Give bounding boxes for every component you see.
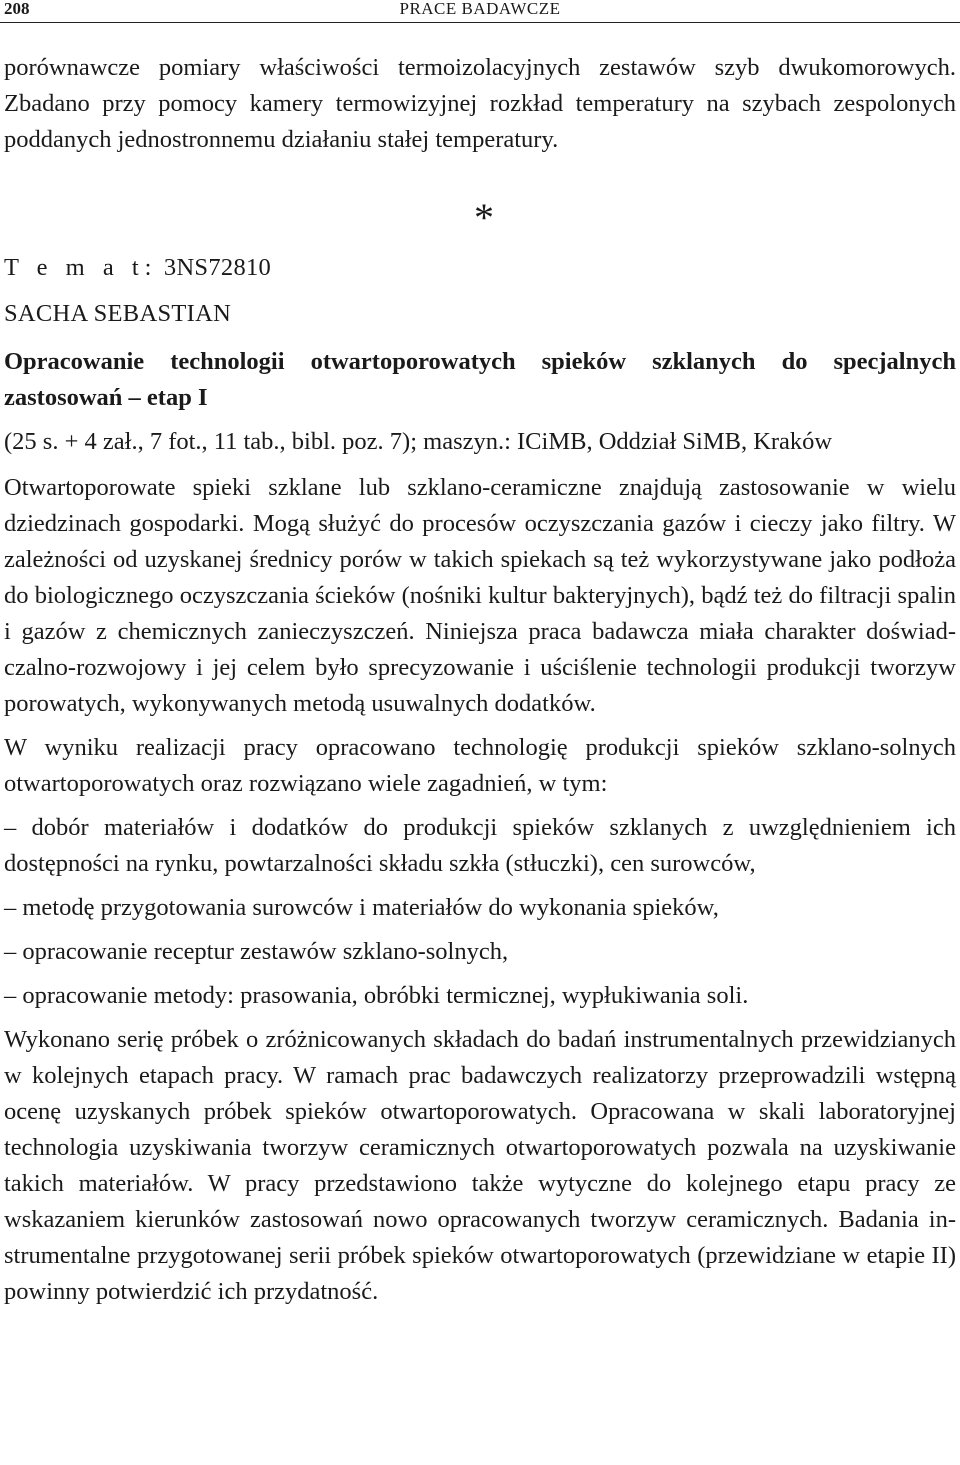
- running-head: [0, 0, 960, 23]
- topic-label: T e m a t:: [4, 254, 158, 281]
- topic-line: [4, 250, 956, 286]
- abstract-paragraph: Otwartoporowate spieki szklane lub szklano-ceramiczne znajdują zastosowanie w wielu dziedzinach gospodarki. Mogą służyć do procesów oczyszczania gazów i cieczy jako filtry. W zależności od uzyskanej średnicy porów w takich spiekach są też wykorzystywane jako podłoża do biologicznego oczyszczania ścieków (nośniki kultur bakteryjnych), bądź też do filtracji spalin i gazów z chemicznych zanieczyszczeń. Niniejsza praca badawcza miała charakter doświadczalno-rozwojowy i jej celem było sprecyzowanie i uściślenie technologii produkcji tworzyw porowatych, wykonywanych metodą usuwalnych dodatków.: [4, 474, 956, 717]
- report-meta: (25 s. + 4 zał., 7 fot., 11 tab., bibl. poz. 7); maszyn.: ICiMB, Oddział SiMB, Kraków: [4, 428, 833, 455]
- topic-code: 3NS72810: [163, 254, 272, 281]
- results-intro: W wyniku realizacji pracy opracowano technologię produkcji spieków szklano-solnych otwartoporowatych oraz rozwiązano wiele zagadnień, w tym:: [4, 734, 956, 797]
- author-name: SACHA SEBASTIAN: [4, 300, 232, 327]
- section-title: PRACE BADAWCZE: [399, 0, 561, 18]
- list-item: – metodę przygotowania surowców i materiałów do wykonania spieków,: [4, 894, 719, 921]
- intro-paragraph: porównawcze pomiary właściwości termoizolacyjnych zestawów szyb dwukomorowych. Zbadano przy pomocy kamery termowizyjnej rozkład temperatury na szybach zespolonych poddanych jednostronnemu działaniu stałej temperatury.: [4, 54, 956, 153]
- list-item: – opracowanie receptur zestawów szklano-solnych,: [4, 938, 509, 965]
- page-number: 208: [4, 0, 30, 18]
- list-item: – dobór materiałów i dodatków do produkcji spieków szklanych z uwzględnieniem ich dostępności na rynku, powtarzalności składu szkła (stłuczki), cen surowców,: [4, 814, 956, 877]
- closing-paragraph: Wykonano serię próbek o zróżnicowanych składach do badań instrumentalnych przewidzianych w kolejnych etapach pracy. W ramach prac badawczych realizatorzy przeprowadzili wstępną ocenę uzyskanych próbek spieków otwartoporowatych. Opracowana w skali laboratoryjnej technologia uzyskiwania tworzyw ceramicznych otwartoporowatych pozwala na uzyskiwanie takich materiałów. W pracy przedstawiono także wytyczne do kolejnego etapu pracy ze wskazaniem kierunków zastosowań nowo opracowanych tworzyw ceramicznych. Badania instrumentalne przygotowanej serii próbek spieków otwartoporowatych (przewidziane w etapie II) powinny potwierdzić ich przydatność.: [4, 1026, 956, 1305]
- list-item: – opracowanie metody: prasowania, obróbki termicznej, wypłukiwania soli.: [4, 982, 749, 1009]
- report-title: Opracowanie technologii otwartoporowatych spieków szklanych do specjalnych zastosowań – etap I: [4, 348, 956, 411]
- section-separator: *: [474, 195, 494, 240]
- page-content: [4, 50, 956, 1310]
